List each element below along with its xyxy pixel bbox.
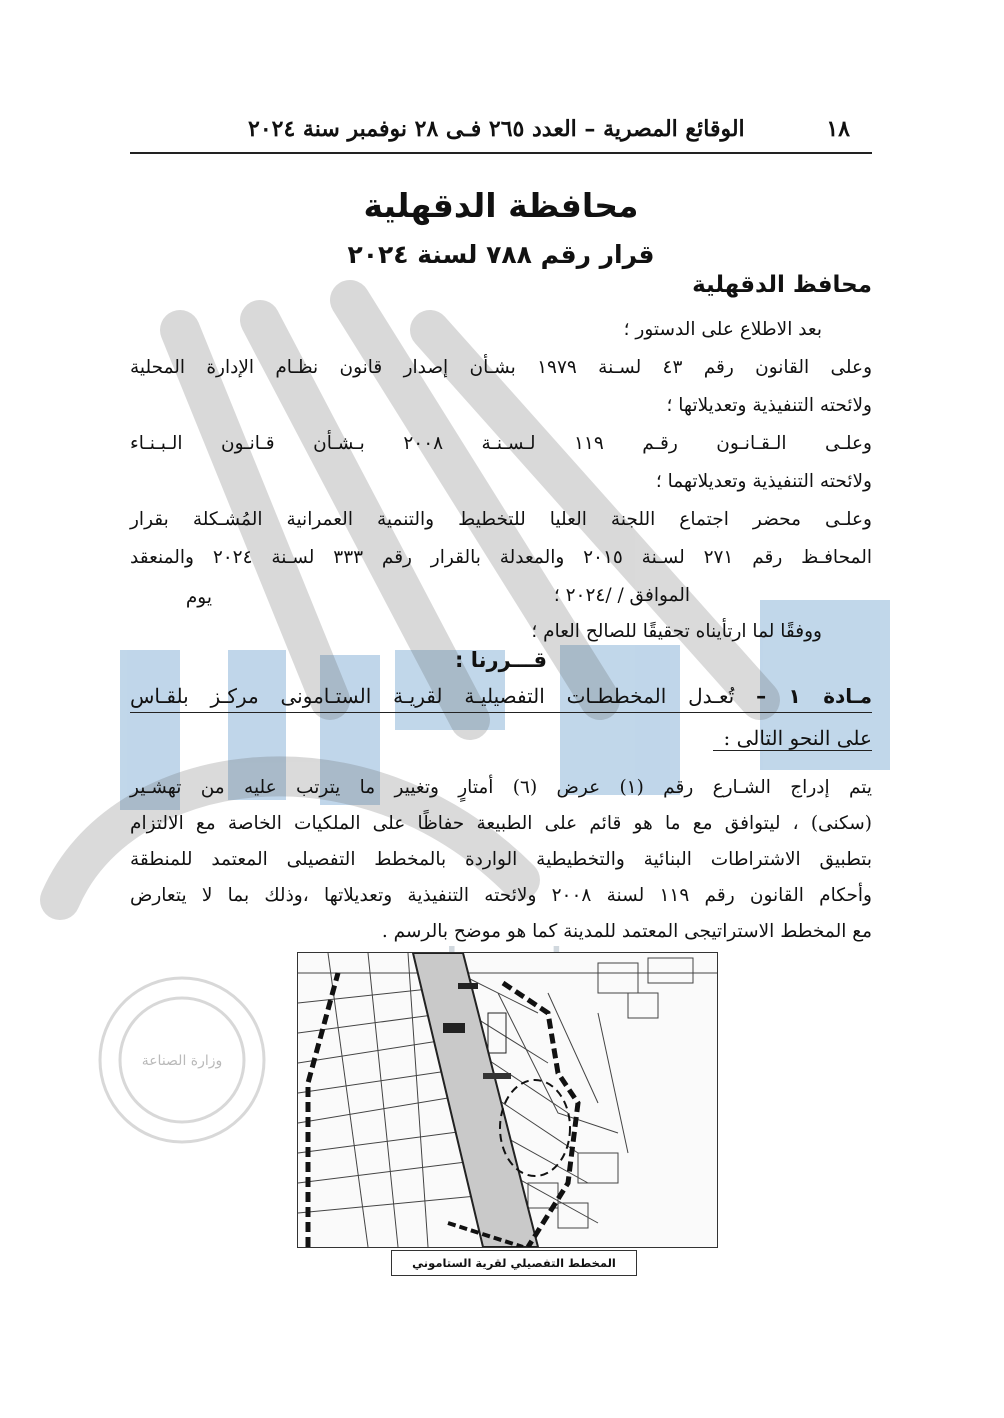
preamble-line: ولائحته التنفيذية وتعديلاتهما ؛ — [655, 471, 872, 492]
decree-title: قرار رقم ٧٨٨ لسنة ٢٠٢٤ — [347, 240, 655, 269]
preamble-line: المحافـظ رقم ٢٧١ لسـنة ٢٠١٥ والمعدلة بالقرار رقم ٣٣٣ لسـنة ٢٠٢٤ والمنعقد — [130, 547, 872, 568]
governorate-title: محافظة الدقهلية — [363, 186, 639, 225]
map-block — [443, 1023, 465, 1033]
preamble-line: بعد الاطلاع على الدستور ؛ — [623, 319, 822, 340]
preamble-line: ولائحته التنفيذية وتعديلاتها ؛ — [666, 395, 872, 416]
article-1-text: تُعـدل المخططـات التفصيليـة لقريـة الستـامونى مركـز بلقـاس — [130, 684, 735, 708]
preamble-line: وعلى القانون رقم ٤٣ لسـنة ١٩٧٩ بشـأن إصدار قانون نظـام الإدارة المحلية — [130, 357, 873, 378]
issuer-title: محافظ الدقهلية — [692, 272, 872, 298]
map-block — [483, 1073, 511, 1079]
article-1-text-continued: على النحو التالى : — [713, 726, 872, 751]
map-caption: المخطط التفصيلي لقرية الستاموني — [391, 1250, 637, 1276]
map-block — [458, 983, 478, 989]
detailed-plan-map — [297, 952, 718, 1248]
body-line: يتم إدراج الشـارع رقم (١) عرض (٦) أمتارٍ وتغيير ما يترتب عليه من تهشـير — [130, 777, 873, 798]
body-line: مع المخطط الاستراتيجى المعتمد للمدينة كما هو موضح بالرسم . — [381, 921, 872, 942]
preamble-line: وعلـى الـقـانـون رقـم ١١٩ لـسـنـة ٢٠٠٨ بـشـأن قـانـون الـبـنـاء — [130, 433, 872, 454]
preamble-line: ووفقًا لما ارتأيناه تحقيقًا للصالح العام ؛ — [531, 621, 822, 642]
body-line: (سكنى) ، ليتوافق مع ما هو قائم على الطبيعة حفاظًا على الملكيات الخاصة مع الالتزام — [130, 813, 872, 834]
page-header — [130, 112, 872, 154]
preamble-day-label: يوم — [185, 587, 212, 608]
map-drawing — [298, 953, 717, 1247]
article-1-heading — [130, 684, 872, 713]
body-line: بتطبيق الاشتراطات البنائية والتخطيطية الواردة بالمخطط التفصيلى المعتمد للمنطقة — [130, 849, 872, 870]
preamble-line: وعلـى محضر اجتماع اللجنة العليا للتخطيط والتنمية العمرانية المُشـكلة بقرار — [130, 509, 872, 530]
preamble-date-line: الموافق / /٢٠٢٤ ؛ — [553, 585, 690, 606]
page-number: ١٨ — [826, 116, 850, 142]
publication-title: الوقائع المصرية – العدد ٢٦٥ فـى ٢٨ نوفمبر سنة ٢٠٢٤ — [248, 116, 745, 142]
decided-heading: قـــررنا : — [455, 648, 547, 672]
article-1-label: مـادة ١ – — [756, 684, 873, 708]
body-line: وأحكام القانون رقم ١١٩ لسنة ٢٠٠٨ ولائحته التنفيذية وتعديلاتها ،وذلك بما لا يتعارض — [130, 885, 872, 906]
watermark-seal-text: وزارة الصناعة — [141, 1053, 223, 1069]
